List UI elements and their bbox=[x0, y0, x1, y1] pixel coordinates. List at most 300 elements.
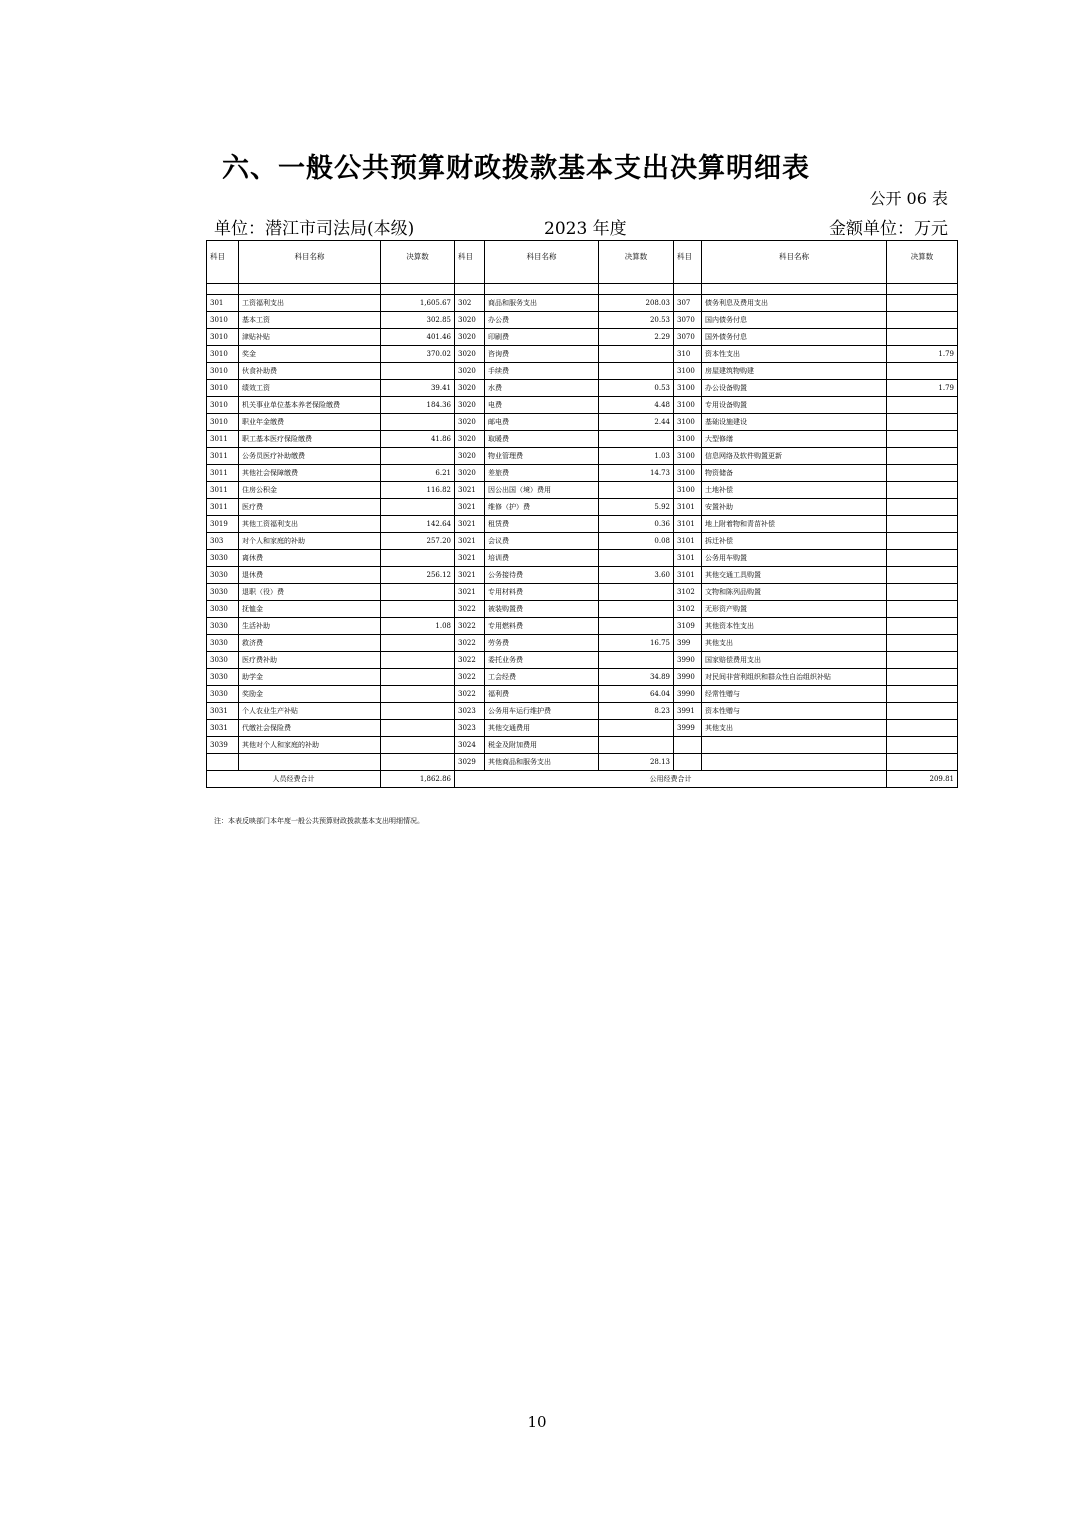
subject-code-cell: 3030 bbox=[207, 635, 239, 652]
table-row bbox=[207, 380, 958, 397]
amount-cell: 1.79 bbox=[887, 346, 958, 363]
personnel-total-label: 人员经费合计 bbox=[207, 771, 381, 788]
amount-cell bbox=[599, 431, 674, 448]
amount-cell: 16.75 bbox=[599, 635, 674, 652]
subject-code-cell: 301 bbox=[207, 295, 239, 312]
subject-code-cell: 3100 bbox=[674, 363, 702, 380]
table-row bbox=[207, 448, 958, 465]
amount-cell bbox=[599, 363, 674, 380]
subject-name-cell: 劳务费 bbox=[485, 635, 599, 652]
subject-code-cell: 3101 bbox=[674, 499, 702, 516]
subject-code-cell: 310 bbox=[674, 346, 702, 363]
subject-code-cell: 3030 bbox=[207, 686, 239, 703]
header-code-2: 科目 bbox=[455, 241, 485, 284]
subject-code-cell: 3990 bbox=[674, 686, 702, 703]
subject-name-cell: 工资福利支出 bbox=[239, 295, 381, 312]
subject-code-cell: 3100 bbox=[674, 431, 702, 448]
amount-cell: 0.08 bbox=[599, 533, 674, 550]
subject-code-cell: 3100 bbox=[674, 482, 702, 499]
subject-code-cell: 3990 bbox=[674, 669, 702, 686]
amount-cell bbox=[599, 652, 674, 669]
subject-code-cell: 3010 bbox=[207, 312, 239, 329]
subject-code-cell: 3024 bbox=[455, 737, 485, 754]
subject-code-cell: 3100 bbox=[674, 414, 702, 431]
subject-name-cell: 办公设备购置 bbox=[702, 380, 887, 397]
amount-cell bbox=[887, 363, 958, 380]
subject-name-cell: 安置补助 bbox=[702, 499, 887, 516]
subject-code-cell: 3030 bbox=[207, 567, 239, 584]
amount-cell: 2.44 bbox=[599, 414, 674, 431]
amount-cell: 401.46 bbox=[381, 329, 455, 346]
table-row bbox=[207, 720, 958, 737]
amount-cell bbox=[381, 652, 455, 669]
subject-code-cell: 3030 bbox=[207, 601, 239, 618]
table-row bbox=[207, 465, 958, 482]
subject-name-cell: 无形资产购置 bbox=[702, 601, 887, 618]
header-name-2: 科目名称 bbox=[485, 241, 599, 284]
subject-code-cell: 302 bbox=[455, 295, 485, 312]
table-row bbox=[207, 533, 958, 550]
amount-cell bbox=[381, 448, 455, 465]
table-row bbox=[207, 686, 958, 703]
table-row bbox=[207, 329, 958, 346]
subject-name-cell: 津贴补贴 bbox=[239, 329, 381, 346]
amount-cell bbox=[887, 465, 958, 482]
amount-cell bbox=[381, 601, 455, 618]
subject-name-cell: 公务接待费 bbox=[485, 567, 599, 584]
subject-name-cell: 债务利息及费用支出 bbox=[702, 295, 887, 312]
amount-cell bbox=[381, 635, 455, 652]
subject-name-cell: 会议费 bbox=[485, 533, 599, 550]
unit-row bbox=[214, 214, 948, 239]
subject-code-cell: 3021 bbox=[455, 533, 485, 550]
subject-code-cell: 3101 bbox=[674, 550, 702, 567]
amount-cell bbox=[887, 669, 958, 686]
amount-cell bbox=[599, 720, 674, 737]
subject-code-cell: 3991 bbox=[674, 703, 702, 720]
subject-name-cell: 基本工资 bbox=[239, 312, 381, 329]
amount-cell bbox=[887, 312, 958, 329]
amount-cell bbox=[887, 516, 958, 533]
subject-code-cell: 3010 bbox=[207, 346, 239, 363]
totals-row bbox=[207, 771, 958, 788]
subject-name-cell: 地上附着物和青苗补偿 bbox=[702, 516, 887, 533]
expenditure-detail-table bbox=[206, 240, 958, 788]
subject-code-cell: 3021 bbox=[455, 516, 485, 533]
subject-name-cell: 职业年金缴费 bbox=[239, 414, 381, 431]
subject-name-cell: 公务用车运行维护费 bbox=[485, 703, 599, 720]
subject-code-cell: 3039 bbox=[207, 737, 239, 754]
subject-name-cell: 离休费 bbox=[239, 550, 381, 567]
table-row bbox=[207, 703, 958, 720]
subject-code-cell bbox=[674, 737, 702, 754]
subject-code-cell: 3020 bbox=[455, 363, 485, 380]
subject-code-cell: 3022 bbox=[455, 669, 485, 686]
amount-cell bbox=[887, 482, 958, 499]
amount-cell bbox=[381, 754, 455, 771]
subject-code-cell: 3011 bbox=[207, 448, 239, 465]
subject-code-cell: 3010 bbox=[207, 363, 239, 380]
subject-code-cell: 3021 bbox=[455, 567, 485, 584]
header-amount-3: 决算数 bbox=[887, 241, 958, 284]
subject-name-cell: 邮电费 bbox=[485, 414, 599, 431]
amount-cell bbox=[887, 397, 958, 414]
amount-cell bbox=[887, 295, 958, 312]
subject-name-cell: 退休费 bbox=[239, 567, 381, 584]
subject-name-cell: 房屋建筑物购建 bbox=[702, 363, 887, 380]
subject-name-cell: 福利费 bbox=[485, 686, 599, 703]
subject-name-cell: 其他交通费用 bbox=[485, 720, 599, 737]
header-name-3: 科目名称 bbox=[702, 241, 887, 284]
public-total-label: 公用经费合计 bbox=[455, 771, 887, 788]
amount-cell bbox=[887, 414, 958, 431]
table-row bbox=[207, 652, 958, 669]
subject-code-cell: 3030 bbox=[207, 618, 239, 635]
subject-name-cell: 国外债务付息 bbox=[702, 329, 887, 346]
subject-name-cell: 职工基本医疗保险缴费 bbox=[239, 431, 381, 448]
amount-cell: 8.23 bbox=[599, 703, 674, 720]
amount-cell bbox=[381, 720, 455, 737]
subject-code-cell: 3011 bbox=[207, 431, 239, 448]
subject-name-cell: 公务用车购置 bbox=[702, 550, 887, 567]
subject-name-cell: 抚恤金 bbox=[239, 601, 381, 618]
amount-unit-label: 金额单位：万元 bbox=[829, 219, 948, 239]
subject-code-cell: 399 bbox=[674, 635, 702, 652]
subject-code-cell: 3021 bbox=[455, 550, 485, 567]
subject-code-cell: 3101 bbox=[674, 533, 702, 550]
subject-name-cell: 差旅费 bbox=[485, 465, 599, 482]
amount-cell: 28.13 bbox=[599, 754, 674, 771]
subject-name-cell: 水费 bbox=[485, 380, 599, 397]
table-row bbox=[207, 737, 958, 754]
subject-name-cell: 个人农业生产补贴 bbox=[239, 703, 381, 720]
subject-code-cell: 3010 bbox=[207, 380, 239, 397]
amount-cell bbox=[599, 618, 674, 635]
subject-name-cell: 因公出国（境）费用 bbox=[485, 482, 599, 499]
subject-name-cell: 电费 bbox=[485, 397, 599, 414]
subject-name-cell: 对民间非营利组织和群众性自治组织补贴 bbox=[702, 669, 887, 686]
amount-cell bbox=[887, 703, 958, 720]
subject-code-cell: 3100 bbox=[674, 465, 702, 482]
header-amount-1: 决算数 bbox=[381, 241, 455, 284]
subject-code-cell: 3010 bbox=[207, 397, 239, 414]
subject-name-cell: 被装购置费 bbox=[485, 601, 599, 618]
subject-name-cell: 培训费 bbox=[485, 550, 599, 567]
amount-cell: 142.64 bbox=[381, 516, 455, 533]
table-row bbox=[207, 431, 958, 448]
amount-cell bbox=[887, 533, 958, 550]
subject-name-cell: 基础设施建设 bbox=[702, 414, 887, 431]
amount-cell bbox=[381, 737, 455, 754]
amount-cell bbox=[887, 499, 958, 516]
amount-cell: 41.86 bbox=[381, 431, 455, 448]
amount-cell: 208.03 bbox=[599, 295, 674, 312]
subject-name-cell: 文物和陈列品购置 bbox=[702, 584, 887, 601]
amount-cell: 34.89 bbox=[599, 669, 674, 686]
table-row bbox=[207, 363, 958, 380]
public-total-amount: 209.81 bbox=[887, 771, 958, 788]
subject-code-cell: 3021 bbox=[455, 499, 485, 516]
subject-name-cell: 生活补助 bbox=[239, 618, 381, 635]
subject-code-cell: 3030 bbox=[207, 652, 239, 669]
amount-cell: 6.21 bbox=[381, 465, 455, 482]
amount-cell: 2.29 bbox=[599, 329, 674, 346]
table-row bbox=[207, 312, 958, 329]
subject-code-cell: 3022 bbox=[455, 652, 485, 669]
spacer-row bbox=[207, 284, 958, 295]
subject-name-cell: 工会经费 bbox=[485, 669, 599, 686]
subject-code-cell: 3101 bbox=[674, 516, 702, 533]
amount-cell bbox=[381, 363, 455, 380]
amount-cell bbox=[887, 601, 958, 618]
subject-name-cell: 救济费 bbox=[239, 635, 381, 652]
table-row bbox=[207, 584, 958, 601]
subject-code-cell: 3019 bbox=[207, 516, 239, 533]
subject-code-cell: 3020 bbox=[455, 448, 485, 465]
amount-cell: 0.36 bbox=[599, 516, 674, 533]
subject-name-cell: 其他对个人和家庭的补助 bbox=[239, 737, 381, 754]
subject-code-cell: 3020 bbox=[455, 312, 485, 329]
subject-name-cell: 其他商品和服务支出 bbox=[485, 754, 599, 771]
amount-cell bbox=[887, 618, 958, 635]
subject-name-cell bbox=[702, 754, 887, 771]
amount-cell: 302.85 bbox=[381, 312, 455, 329]
subject-code-cell: 3990 bbox=[674, 652, 702, 669]
subject-name-cell: 取暖费 bbox=[485, 431, 599, 448]
subject-name-cell: 奖金 bbox=[239, 346, 381, 363]
subject-name-cell: 专用设备购置 bbox=[702, 397, 887, 414]
subject-name-cell: 税金及附加费用 bbox=[485, 737, 599, 754]
amount-cell bbox=[887, 635, 958, 652]
subject-code-cell: 3100 bbox=[674, 448, 702, 465]
subject-code-cell: 3021 bbox=[455, 482, 485, 499]
subject-name-cell: 信息网络及软件购置更新 bbox=[702, 448, 887, 465]
subject-name-cell: 机关事业单位基本养老保险缴费 bbox=[239, 397, 381, 414]
table-row bbox=[207, 669, 958, 686]
amount-cell bbox=[599, 346, 674, 363]
table-header-row bbox=[207, 241, 958, 284]
subject-name-cell: 经常性赠与 bbox=[702, 686, 887, 703]
year-label: 2023 年度 bbox=[544, 219, 627, 239]
amount-cell: 3.60 bbox=[599, 567, 674, 584]
subject-code-cell: 307 bbox=[674, 295, 702, 312]
subject-code-cell: 3011 bbox=[207, 465, 239, 482]
amount-cell bbox=[887, 550, 958, 567]
subject-name-cell: 资本性赠与 bbox=[702, 703, 887, 720]
subject-name-cell: 住房公积金 bbox=[239, 482, 381, 499]
subject-code-cell: 3011 bbox=[207, 499, 239, 516]
subject-name-cell: 其他支出 bbox=[702, 635, 887, 652]
header-code-1: 科目 bbox=[207, 241, 239, 284]
subject-code-cell: 3070 bbox=[674, 329, 702, 346]
subject-code-cell: 3011 bbox=[207, 482, 239, 499]
subject-name-cell: 商品和服务支出 bbox=[485, 295, 599, 312]
subject-code-cell: 3030 bbox=[207, 584, 239, 601]
table-row bbox=[207, 482, 958, 499]
table-row bbox=[207, 567, 958, 584]
amount-cell bbox=[381, 550, 455, 567]
subject-name-cell: 大型修缮 bbox=[702, 431, 887, 448]
amount-cell bbox=[381, 499, 455, 516]
amount-cell bbox=[887, 737, 958, 754]
subject-code-cell: 3030 bbox=[207, 669, 239, 686]
subject-name-cell: 办公费 bbox=[485, 312, 599, 329]
subject-code-cell: 3109 bbox=[674, 618, 702, 635]
header-name-1: 科目名称 bbox=[239, 241, 381, 284]
subject-name-cell: 物业管理费 bbox=[485, 448, 599, 465]
table-row bbox=[207, 635, 958, 652]
subject-code-cell: 3021 bbox=[455, 584, 485, 601]
table-row bbox=[207, 618, 958, 635]
amount-cell: 1.79 bbox=[887, 380, 958, 397]
subject-name-cell: 绩效工资 bbox=[239, 380, 381, 397]
table-row bbox=[207, 295, 958, 312]
amount-cell bbox=[599, 737, 674, 754]
table-row bbox=[207, 499, 958, 516]
amount-cell bbox=[887, 431, 958, 448]
personnel-total-amount: 1,862.86 bbox=[381, 771, 455, 788]
subject-code-cell: 3031 bbox=[207, 720, 239, 737]
subject-name-cell: 其他社会保障缴费 bbox=[239, 465, 381, 482]
amount-cell: 370.02 bbox=[381, 346, 455, 363]
table-row bbox=[207, 550, 958, 567]
amount-cell: 39.41 bbox=[381, 380, 455, 397]
amount-cell bbox=[599, 482, 674, 499]
subject-code-cell: 3020 bbox=[455, 431, 485, 448]
subject-code-cell: 3020 bbox=[455, 397, 485, 414]
subject-code-cell: 3022 bbox=[455, 601, 485, 618]
subject-code-cell: 3010 bbox=[207, 414, 239, 431]
subject-name-cell: 土地补偿 bbox=[702, 482, 887, 499]
subject-name-cell: 公务员医疗补助缴费 bbox=[239, 448, 381, 465]
amount-cell bbox=[381, 584, 455, 601]
subject-name-cell: 医疗费 bbox=[239, 499, 381, 516]
amount-cell bbox=[599, 550, 674, 567]
amount-cell bbox=[381, 669, 455, 686]
subject-name-cell: 咨询费 bbox=[485, 346, 599, 363]
page-title: 六、一般公共预算财政拨款基本支出决算明细表 bbox=[222, 153, 810, 184]
amount-cell bbox=[599, 601, 674, 618]
subject-name-cell: 专用材料费 bbox=[485, 584, 599, 601]
subject-code-cell: 3020 bbox=[455, 346, 485, 363]
subject-code-cell: 3020 bbox=[455, 465, 485, 482]
subject-code-cell: 303 bbox=[207, 533, 239, 550]
subject-code-cell bbox=[207, 754, 239, 771]
subject-name-cell: 印刷费 bbox=[485, 329, 599, 346]
subject-name-cell: 其他交通工具购置 bbox=[702, 567, 887, 584]
subject-code-cell: 3020 bbox=[455, 329, 485, 346]
table-row bbox=[207, 516, 958, 533]
amount-cell: 1.08 bbox=[381, 618, 455, 635]
amount-cell bbox=[381, 703, 455, 720]
amount-cell bbox=[887, 720, 958, 737]
subject-name-cell: 租赁费 bbox=[485, 516, 599, 533]
subject-code-cell: 3102 bbox=[674, 601, 702, 618]
amount-cell: 184.36 bbox=[381, 397, 455, 414]
subject-code-cell: 3029 bbox=[455, 754, 485, 771]
subject-code-cell: 3020 bbox=[455, 380, 485, 397]
subject-name-cell: 手续费 bbox=[485, 363, 599, 380]
amount-cell bbox=[887, 329, 958, 346]
amount-cell: 0.53 bbox=[599, 380, 674, 397]
amount-cell: 14.73 bbox=[599, 465, 674, 482]
subject-name-cell: 伙食补助费 bbox=[239, 363, 381, 380]
subject-name-cell: 奖励金 bbox=[239, 686, 381, 703]
subject-name-cell: 医疗费补助 bbox=[239, 652, 381, 669]
subject-name-cell: 国内债务付息 bbox=[702, 312, 887, 329]
amount-cell: 64.04 bbox=[599, 686, 674, 703]
subject-code-cell bbox=[674, 754, 702, 771]
subject-code-cell: 3022 bbox=[455, 686, 485, 703]
amount-cell bbox=[887, 567, 958, 584]
subject-name-cell: 委托业务费 bbox=[485, 652, 599, 669]
amount-cell bbox=[381, 414, 455, 431]
table-row bbox=[207, 754, 958, 771]
unit-label: 单位：潜江市司法局(本级) bbox=[214, 219, 415, 239]
amount-cell: 1,605.67 bbox=[381, 295, 455, 312]
amount-cell: 1.03 bbox=[599, 448, 674, 465]
subject-name-cell: 助学金 bbox=[239, 669, 381, 686]
amount-cell bbox=[887, 652, 958, 669]
subject-code-cell: 3022 bbox=[455, 635, 485, 652]
amount-cell bbox=[887, 584, 958, 601]
amount-cell bbox=[599, 584, 674, 601]
table-row bbox=[207, 397, 958, 414]
subject-code-cell: 3023 bbox=[455, 703, 485, 720]
amount-cell: 4.48 bbox=[599, 397, 674, 414]
amount-cell bbox=[887, 686, 958, 703]
table-note: 注：本表反映部门本年度一般公共预算财政拨款基本支出明细情况。 bbox=[214, 817, 424, 825]
subject-name-cell bbox=[239, 754, 381, 771]
subject-name-cell: 退职（役）费 bbox=[239, 584, 381, 601]
subject-code-cell: 3100 bbox=[674, 380, 702, 397]
subject-name-cell: 其他工资福利支出 bbox=[239, 516, 381, 533]
amount-cell bbox=[381, 686, 455, 703]
table-row bbox=[207, 346, 958, 363]
table-row bbox=[207, 601, 958, 618]
page-number: 10 bbox=[527, 1413, 547, 1431]
subject-code-cell: 3020 bbox=[455, 414, 485, 431]
amount-cell: 20.53 bbox=[599, 312, 674, 329]
subject-code-cell: 3023 bbox=[455, 720, 485, 737]
subject-code-cell: 3102 bbox=[674, 584, 702, 601]
subject-name-cell: 代缴社会保险费 bbox=[239, 720, 381, 737]
amount-cell bbox=[887, 754, 958, 771]
subject-code-cell: 3070 bbox=[674, 312, 702, 329]
table-body bbox=[207, 284, 958, 771]
subject-code-cell: 3101 bbox=[674, 567, 702, 584]
subject-name-cell bbox=[702, 737, 887, 754]
amount-cell: 256.12 bbox=[381, 567, 455, 584]
subject-name-cell: 专用燃料费 bbox=[485, 618, 599, 635]
subject-name-cell: 国家赔偿费用支出 bbox=[702, 652, 887, 669]
amount-cell: 257.20 bbox=[381, 533, 455, 550]
subject-code-cell: 3999 bbox=[674, 720, 702, 737]
subject-name-cell: 其他支出 bbox=[702, 720, 887, 737]
subject-name-cell: 维修（护）费 bbox=[485, 499, 599, 516]
table-row bbox=[207, 414, 958, 431]
subject-code-cell: 3010 bbox=[207, 329, 239, 346]
header-amount-2: 决算数 bbox=[599, 241, 674, 284]
subject-code-cell: 3031 bbox=[207, 703, 239, 720]
header-code-3: 科目 bbox=[674, 241, 702, 284]
subject-name-cell: 对个人和家庭的补助 bbox=[239, 533, 381, 550]
amount-cell: 116.82 bbox=[381, 482, 455, 499]
amount-cell bbox=[887, 448, 958, 465]
subject-code-cell: 3030 bbox=[207, 550, 239, 567]
subject-name-cell: 资本性支出 bbox=[702, 346, 887, 363]
amount-cell: 5.92 bbox=[599, 499, 674, 516]
